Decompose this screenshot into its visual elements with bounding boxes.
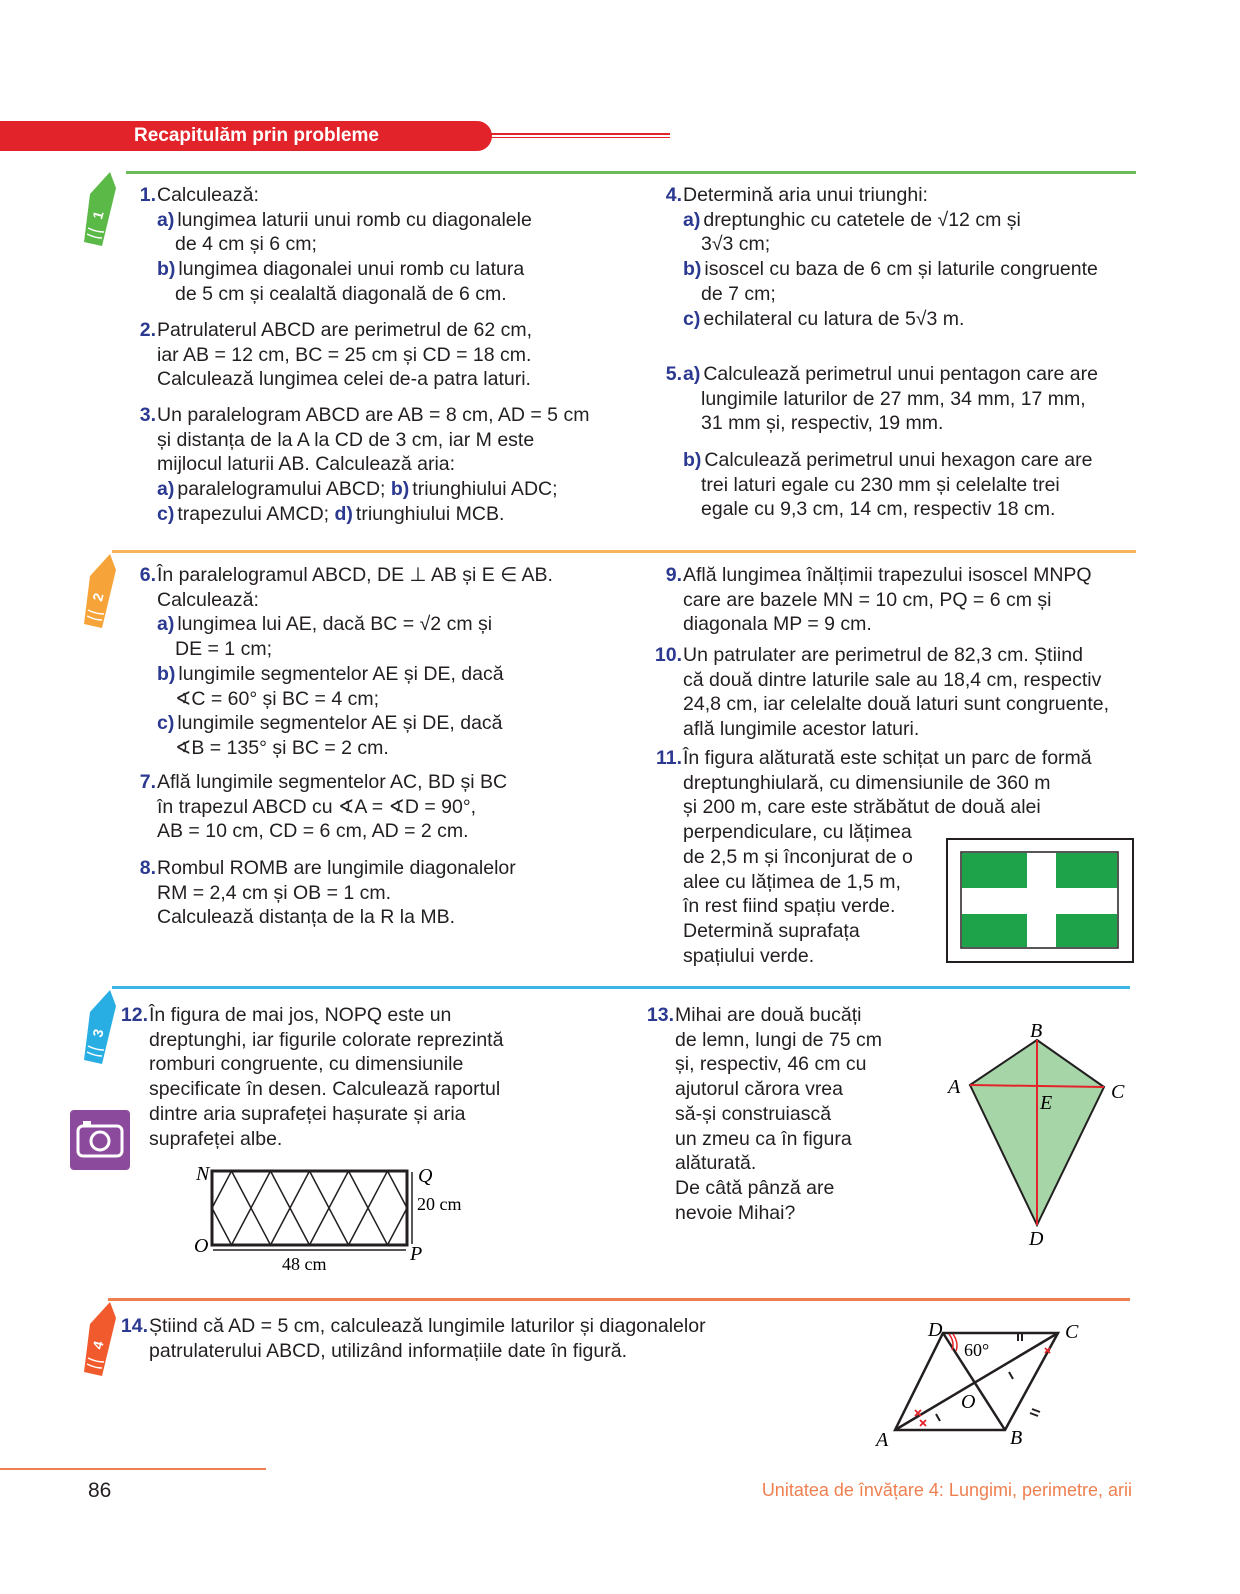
problem-line bbox=[648, 692, 1109, 717]
label-C: C bbox=[1065, 1321, 1079, 1343]
problem-number: 2. bbox=[139, 319, 156, 341]
problem-line bbox=[640, 1102, 882, 1127]
subpart-label: a) bbox=[683, 363, 701, 385]
label-D: D bbox=[928, 1319, 943, 1341]
label-O: O bbox=[961, 1391, 976, 1413]
line-text: trei laturi egale cu 230 mm și celelalte trei bbox=[701, 473, 1060, 496]
level-number: 3 bbox=[89, 1027, 107, 1039]
problem-line bbox=[122, 770, 507, 795]
line-text: dintre aria suprafeței hașurate și aria bbox=[149, 1102, 466, 1125]
line-text: Calculează distanța de la R la MB. bbox=[157, 906, 456, 929]
problem-line bbox=[114, 1127, 503, 1152]
line-text: ∢C = 60° și BC = 4 cm; bbox=[175, 687, 380, 710]
problem-line bbox=[122, 403, 589, 428]
line-text: de 4 cm și 6 cm; bbox=[175, 233, 317, 256]
problem-line bbox=[114, 1003, 503, 1028]
section-header-bar bbox=[0, 121, 492, 151]
line-text: egale cu 9,3 cm, 14 cm, respectiv 18 cm. bbox=[701, 498, 1056, 521]
subpart-label: a) bbox=[157, 613, 175, 636]
problem-line bbox=[114, 1028, 503, 1053]
line-text: Calculează: bbox=[157, 588, 259, 611]
problem-line bbox=[648, 411, 1098, 436]
problem-number: 3. bbox=[139, 404, 156, 426]
problem-4 bbox=[648, 183, 1098, 331]
line-text: Un patrulater are perimetrul de 82,3 cm. Știind bbox=[683, 644, 1083, 666]
problem-number: 4. bbox=[665, 184, 682, 206]
line-text: care are bazele MN = 10 cm, PQ = 6 cm și bbox=[683, 588, 1052, 611]
problem-line bbox=[648, 257, 1098, 282]
problem-line bbox=[122, 367, 532, 392]
label-C: C bbox=[1111, 1081, 1125, 1103]
line-text: de lemn, lungi de 75 cm bbox=[675, 1028, 883, 1051]
subpart-label: b) bbox=[683, 258, 702, 281]
problem-number: 14. bbox=[120, 1315, 148, 1337]
line-text: Calculează perimetrul unui hexagon care are bbox=[704, 449, 1093, 471]
problem-line bbox=[640, 1151, 882, 1176]
problem-line bbox=[648, 612, 1092, 637]
problem-line bbox=[114, 1314, 706, 1339]
problem-2 bbox=[122, 318, 532, 392]
problem-line bbox=[640, 1127, 882, 1152]
problem-line bbox=[648, 282, 1098, 307]
line-text: alee cu lățimea de 1,5 m, bbox=[683, 870, 901, 893]
label-B: B bbox=[1010, 1427, 1023, 1449]
subpart-label: b) bbox=[157, 258, 176, 281]
line-text: lungimile laturilor de 27 mm, 34 mm, 17 mm, bbox=[701, 387, 1086, 410]
problem-line bbox=[648, 448, 1092, 473]
level-1-crayon-icon bbox=[80, 170, 114, 250]
problem-line bbox=[122, 612, 553, 637]
problem-line bbox=[640, 1003, 882, 1028]
line-text: ∢B = 135° și BC = 2 cm. bbox=[175, 736, 389, 759]
line-text: specificate în desen. Calculează raportul bbox=[149, 1078, 501, 1101]
label-B: B bbox=[1030, 1020, 1043, 1042]
problem-line bbox=[122, 563, 553, 588]
line-text: de 5 cm și cealaltă diagonală de 6 cm. bbox=[175, 282, 507, 305]
line-text: suprafeței albe. bbox=[149, 1127, 283, 1150]
problem-line bbox=[648, 563, 1092, 588]
problem-12 bbox=[114, 1003, 503, 1151]
label-P: P bbox=[410, 1243, 423, 1265]
kite-figure bbox=[940, 1020, 1140, 1255]
line-text: de 2,5 m și înconjurat de o bbox=[683, 845, 913, 868]
problem-line bbox=[122, 711, 553, 736]
line-text: dreptunghi, iar figurile colorate reprezintă bbox=[149, 1028, 504, 1051]
problem-line bbox=[640, 1052, 882, 1077]
line-text: află lungimile acestor laturi. bbox=[683, 718, 920, 741]
line-text: mijlocul laturii AB. Calculează aria: bbox=[157, 453, 456, 476]
subpart-label: d) bbox=[334, 502, 353, 525]
line-text: în trapezul ABCD cu ∢A = ∢D = 90°, bbox=[157, 795, 477, 818]
problem-number: 10. bbox=[654, 644, 682, 666]
problem-line bbox=[648, 717, 1109, 742]
problem-number: 5. bbox=[665, 363, 682, 385]
line-text: lungimea lui AE, dacă BC = √2 cm și bbox=[177, 613, 493, 636]
problem-5 bbox=[648, 362, 1098, 436]
label-Q: Q bbox=[418, 1165, 433, 1187]
subpart-label: a) bbox=[157, 208, 175, 231]
problem-line bbox=[122, 208, 532, 233]
line-text: DE = 1 cm; bbox=[175, 638, 272, 661]
subpart-label: c) bbox=[683, 307, 701, 330]
line-text: 3√3 cm; bbox=[701, 233, 771, 256]
problem-line bbox=[122, 318, 532, 343]
problem-line bbox=[648, 795, 1092, 820]
line-text: Calculează perimetrul unui pentagon care are bbox=[703, 363, 1098, 385]
line-text: Calculează lungimea celei de-a patra laturi. bbox=[157, 368, 531, 391]
problem-line bbox=[122, 477, 589, 502]
line-text: 24,8 cm, iar celelalte două laturi sunt congruente, bbox=[683, 693, 1110, 716]
line-text: alăturată. bbox=[675, 1152, 757, 1175]
problem-line bbox=[648, 497, 1092, 522]
problem-9 bbox=[648, 563, 1092, 637]
problem-line bbox=[122, 795, 507, 820]
problem-line bbox=[114, 1102, 503, 1127]
subpart-label: c) bbox=[157, 502, 175, 525]
label-A: A bbox=[876, 1429, 889, 1451]
line-text: echilateral cu latura de 5√3 m. bbox=[703, 307, 965, 330]
line-text: lungimile segmentelor AE și DE, dacă bbox=[177, 712, 503, 735]
problem-number: 1. bbox=[139, 184, 156, 206]
problem-number: 9. bbox=[665, 564, 682, 586]
footer-rule bbox=[0, 1468, 266, 1470]
problem-number: 7. bbox=[139, 771, 156, 793]
problem-3 bbox=[122, 403, 589, 527]
line-text: Calculează: bbox=[157, 184, 259, 206]
level-number: 2 bbox=[89, 591, 107, 603]
header-rule bbox=[490, 133, 670, 138]
problem-number: 6. bbox=[139, 564, 156, 586]
line-text: ajutorul cărora vrea bbox=[675, 1078, 843, 1101]
problem-line bbox=[640, 1176, 882, 1201]
line-text: și, respectiv, 46 cm cu bbox=[675, 1053, 867, 1076]
problem-line bbox=[640, 1077, 882, 1102]
level-1-divider bbox=[126, 171, 1136, 174]
problem-8 bbox=[122, 856, 516, 930]
line-text: patrulaterului ABCD, utilizând informațiile date în figură. bbox=[149, 1339, 627, 1362]
subpart-label: b) bbox=[390, 478, 410, 501]
line-text: romburi congruente, cu dimensiunile bbox=[149, 1053, 464, 1076]
level-4-divider bbox=[108, 1298, 1130, 1301]
problem-line bbox=[648, 473, 1092, 498]
problem-line bbox=[122, 183, 532, 208]
line-text: Află lungimile segmentelor AC, BD și BC bbox=[157, 771, 508, 793]
line-text: Determină suprafața bbox=[683, 919, 860, 942]
problem-line bbox=[122, 881, 516, 906]
line-text: De câtă pânză are bbox=[675, 1176, 835, 1199]
label-A: A bbox=[948, 1076, 961, 1098]
level-2-crayon-icon bbox=[80, 552, 114, 632]
section-title: Recapitulăm prin probleme bbox=[134, 125, 379, 146]
angle-label: 60° bbox=[964, 1340, 990, 1360]
park-figure bbox=[946, 838, 1134, 964]
line-text: În figura alăturată este schițat un parc de formă bbox=[683, 747, 1092, 769]
level-2-divider bbox=[112, 550, 1136, 553]
line-text: lungimile segmentelor AE și DE, dacă bbox=[178, 662, 504, 685]
problem-line bbox=[122, 257, 532, 282]
problem-10 bbox=[648, 643, 1109, 742]
line-text: diagonala MP = 9 cm. bbox=[683, 613, 872, 636]
problem-number: 12. bbox=[120, 1004, 148, 1026]
problem-line bbox=[648, 307, 1098, 332]
problem-line bbox=[122, 502, 589, 527]
label-D: D bbox=[1029, 1228, 1044, 1250]
problem-line bbox=[122, 428, 589, 453]
problem-line bbox=[648, 387, 1098, 412]
problem-5b bbox=[648, 448, 1092, 522]
problem-number: 13. bbox=[646, 1004, 674, 1026]
problem-line bbox=[648, 668, 1109, 693]
line-text: nevoie Mihai? bbox=[675, 1201, 796, 1224]
level-number: 4 bbox=[89, 1339, 107, 1351]
problem-line bbox=[114, 1077, 503, 1102]
line-text: Află lungimea înălțimii trapezului isoscel MNPQ bbox=[683, 564, 1092, 586]
problem-line bbox=[122, 452, 589, 477]
problem-number: 8. bbox=[139, 857, 156, 879]
line-text: Rombul ROMB are lungimile diagonalelor bbox=[157, 857, 516, 879]
problem-line bbox=[122, 343, 532, 368]
width-label: 48 cm bbox=[282, 1254, 327, 1274]
page-number: 86 bbox=[88, 1479, 112, 1502]
problem-6 bbox=[122, 563, 553, 761]
problem-line bbox=[648, 183, 1098, 208]
problem-line bbox=[114, 1339, 706, 1364]
line-text: În figura de mai jos, NOPQ este un bbox=[149, 1004, 452, 1026]
line-text: Știind că AD = 5 cm, calculează lungimile laturilor și diagonalelor bbox=[149, 1315, 706, 1337]
line-text: spațiului verde. bbox=[683, 944, 815, 967]
problem-line bbox=[648, 232, 1098, 257]
line-text: paralelogramului ABCD; bbox=[177, 478, 391, 501]
line-text: isoscel cu baza de 6 cm și laturile congruente bbox=[704, 258, 1098, 281]
line-text: să-și construiască bbox=[675, 1102, 832, 1125]
parallelogram-figure bbox=[860, 1310, 1120, 1460]
line-text: perpendiculare, cu lățimea bbox=[683, 821, 912, 844]
label-E: E bbox=[1040, 1092, 1053, 1114]
level-number: 1 bbox=[89, 209, 107, 221]
line-text: În paralelogramul ABCD, DE ⊥ AB și E ∈ AB. bbox=[157, 564, 553, 586]
line-text: trapezului AMCD; bbox=[177, 502, 335, 525]
problem-line bbox=[122, 856, 516, 881]
problem-line bbox=[648, 771, 1092, 796]
problem-1 bbox=[122, 183, 532, 307]
line-text: Determină aria unui triunghi: bbox=[683, 184, 928, 206]
rhombus-rectangle-figure bbox=[190, 1160, 462, 1280]
line-text: lungimea laturii unui romb cu diagonalele bbox=[177, 208, 532, 231]
problem-line bbox=[122, 232, 532, 257]
unit-title: Unitatea de învățare 4: Lungimi, perimetre, arii bbox=[761, 1480, 1132, 1500]
line-text: și 200 m, care este străbătut de două alei bbox=[683, 796, 1041, 819]
problem-line bbox=[648, 746, 1092, 771]
level-3-crayon-icon bbox=[80, 988, 114, 1068]
subpart-label: c) bbox=[157, 712, 175, 735]
subpart-label: b) bbox=[683, 449, 702, 471]
line-text: RM = 2,4 cm și OB = 1 cm. bbox=[157, 881, 392, 904]
height-label: 20 cm bbox=[417, 1194, 462, 1214]
problem-line bbox=[122, 282, 532, 307]
subpart-label: b) bbox=[157, 662, 176, 685]
line-text: dreptunghiulară, cu dimensiunile de 360 m bbox=[683, 771, 1051, 794]
problem-line bbox=[122, 637, 553, 662]
line-text: AB = 10 cm, CD = 6 cm, AD = 2 cm. bbox=[157, 820, 469, 843]
camera-icon[interactable] bbox=[70, 1110, 130, 1170]
problem-number: 11. bbox=[655, 747, 682, 769]
subpart-label: a) bbox=[683, 208, 701, 231]
problem-line bbox=[648, 362, 1098, 387]
problem-line bbox=[648, 643, 1109, 668]
line-text: lungimea diagonalei unui romb cu latura bbox=[178, 258, 525, 281]
line-text: triunghiului ADC; bbox=[412, 478, 558, 501]
problem-line bbox=[648, 208, 1098, 233]
level-3-divider bbox=[112, 986, 1130, 989]
line-text: de 7 cm; bbox=[701, 282, 776, 305]
problem-line bbox=[640, 1201, 882, 1226]
problem-line bbox=[640, 1028, 882, 1053]
problem-14 bbox=[114, 1314, 706, 1363]
problem-line bbox=[122, 687, 553, 712]
problem-line bbox=[122, 736, 553, 761]
line-text: că două dintre laturile sale au 18,4 cm, respectiv bbox=[683, 668, 1102, 691]
problem-line bbox=[122, 905, 516, 930]
line-text: în rest fiind spațiu verde. bbox=[683, 895, 896, 918]
line-text: și distanța de la A la CD de 3 cm, iar M este bbox=[157, 428, 535, 451]
line-text: Patrulaterul ABCD are perimetrul de 62 cm, bbox=[157, 319, 532, 341]
problem-line bbox=[122, 662, 553, 687]
line-text: dreptunghic cu catetele de √12 cm și bbox=[703, 208, 1021, 231]
subpart-label: a) bbox=[157, 478, 175, 501]
line-text: un zmeu ca în figura bbox=[675, 1127, 852, 1150]
level-4-crayon-icon bbox=[80, 1300, 114, 1380]
line-text: Mihai are două bucăți bbox=[675, 1004, 862, 1026]
problem-13 bbox=[640, 1003, 882, 1225]
problem-line bbox=[648, 588, 1092, 613]
line-text: 31 mm și, respectiv, 19 mm. bbox=[701, 412, 944, 435]
label-N: N bbox=[196, 1163, 210, 1185]
line-text: Un paralelogram ABCD are AB = 8 cm, AD = 5 cm bbox=[157, 404, 590, 426]
line-text: iar AB = 12 cm, BC = 25 cm și CD = 18 cm. bbox=[157, 343, 532, 366]
label-O: O bbox=[194, 1235, 209, 1257]
line-text: triunghiului MCB. bbox=[355, 502, 505, 525]
problem-7 bbox=[122, 770, 507, 844]
problem-line bbox=[122, 588, 553, 613]
problem-line bbox=[122, 819, 507, 844]
problem-line bbox=[114, 1052, 503, 1077]
